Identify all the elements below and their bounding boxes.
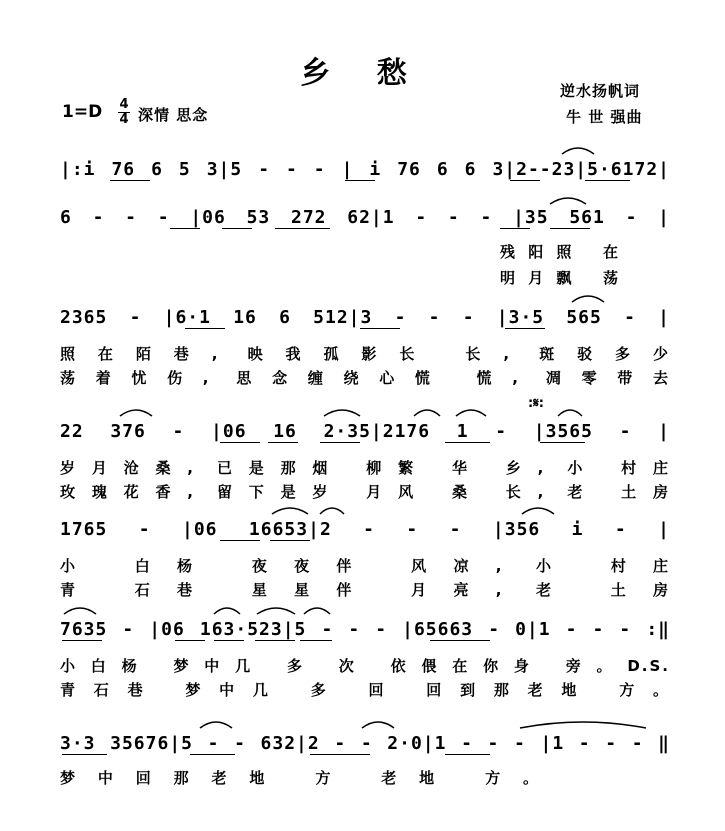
beam bbox=[320, 442, 360, 443]
beam bbox=[62, 754, 107, 755]
lyric-line-2b: 明月飘 荡 bbox=[500, 269, 620, 287]
beam bbox=[255, 640, 295, 641]
slur bbox=[570, 290, 606, 304]
beam bbox=[550, 228, 590, 229]
notation-line-4: 22 376 - |06 16 2·35|2176 1 - |3565 - | bbox=[60, 421, 670, 442]
notation-line-2: 6 - - - |06 53 272 62|1 - - - |35 561 - | bbox=[60, 207, 670, 228]
beam bbox=[540, 442, 585, 443]
lyric-line-3b: 荡着忧伤, 思念缠绕心慌 慌, 凋零带去 bbox=[60, 369, 670, 387]
lyric-line-6a: 小白杨 梦中几 多 次 依偎在你身 旁。D.S. bbox=[60, 657, 670, 675]
slur bbox=[520, 502, 556, 516]
beam bbox=[214, 640, 244, 641]
beam bbox=[345, 180, 375, 181]
lyric-line-6b: 青石巷 梦中几 多 回 回到那老地 方。 bbox=[60, 681, 670, 699]
beam bbox=[505, 328, 545, 329]
notation-line-7: 3·3 35676|5 - - 632|2 - - 2·0|1 - - - |1 - - - ‖ bbox=[60, 733, 670, 754]
beam bbox=[110, 180, 150, 181]
lyric-line-4b: 玫瑰花香, 留下是岁 月风 桑 长, 老 土房 bbox=[60, 483, 670, 501]
lyric-line-5b: 青 石巷 星星伴 月亮, 老 土房 bbox=[60, 581, 670, 599]
lyric-line-5a: 小 白杨 夜夜伴 风凉, 小 村庄 bbox=[60, 557, 670, 575]
slur bbox=[318, 502, 346, 516]
slur bbox=[302, 602, 332, 616]
slur bbox=[118, 404, 154, 418]
beam bbox=[360, 328, 400, 329]
slur bbox=[560, 142, 596, 156]
time-signature-top: 4 bbox=[119, 97, 129, 112]
composer-credit: 牛 世 强曲 bbox=[566, 108, 643, 126]
notation-line-1: |:i 76 6 5 3|5 - - - | i 76 6 6 3|2--23|5·6172| bbox=[60, 159, 670, 180]
lyricist-credit: 逆水扬帆词 bbox=[560, 82, 641, 100]
beam bbox=[220, 540, 260, 541]
slur bbox=[548, 192, 588, 206]
beam bbox=[220, 442, 260, 443]
beam bbox=[170, 228, 200, 229]
slur bbox=[322, 404, 362, 418]
slur bbox=[62, 602, 98, 616]
time-signature-bottom: 4 bbox=[119, 112, 129, 127]
slur bbox=[270, 502, 310, 516]
slur bbox=[212, 602, 242, 616]
beam bbox=[510, 180, 540, 181]
slur bbox=[412, 404, 442, 418]
beam bbox=[500, 228, 530, 229]
slur bbox=[518, 716, 648, 730]
slur bbox=[454, 404, 488, 418]
lyric-line-4a: 岁月沧桑, 已是那烟 柳繁 华 乡, 小 村庄 bbox=[60, 459, 670, 477]
notation-line-3: 2365 - |6·1 16 6 512|3 - - - |3·5 565 - | bbox=[60, 307, 670, 328]
segno-mark: :𝄋: bbox=[528, 396, 544, 411]
beam bbox=[445, 754, 490, 755]
slur bbox=[556, 404, 584, 418]
key-signature: 1=D bbox=[62, 102, 103, 122]
beam bbox=[268, 442, 298, 443]
beam bbox=[62, 640, 102, 641]
beam bbox=[300, 640, 332, 641]
notation-line-6: 7635 - |06 163·523|5 - - - |65663 - 0|1 - - - :‖ bbox=[60, 619, 670, 640]
lyric-line-7a: 梦中回那老地 方 老地 方。 bbox=[60, 769, 540, 787]
song-title: 乡 愁 bbox=[300, 56, 425, 91]
beam bbox=[185, 328, 225, 329]
beam bbox=[175, 640, 205, 641]
slur bbox=[255, 602, 297, 616]
beam bbox=[222, 228, 252, 229]
lyric-line-2a: 残阳照 在 bbox=[500, 243, 620, 261]
slur bbox=[198, 716, 234, 730]
tempo-marking: 深情 思念 bbox=[138, 106, 209, 124]
lyric-line-3a: 照在陌巷, 映我孤影长 长, 斑驳多少 bbox=[60, 345, 670, 363]
beam bbox=[275, 228, 330, 229]
slur bbox=[360, 716, 396, 730]
notation-line-5: 1765 - |06 16653|2 - - - |356 i - | bbox=[60, 519, 670, 540]
beam bbox=[445, 442, 490, 443]
time-signature bbox=[118, 99, 130, 126]
beam bbox=[270, 540, 310, 541]
beam bbox=[310, 754, 370, 755]
beam bbox=[190, 754, 235, 755]
beam bbox=[585, 180, 630, 181]
beam bbox=[430, 640, 490, 641]
